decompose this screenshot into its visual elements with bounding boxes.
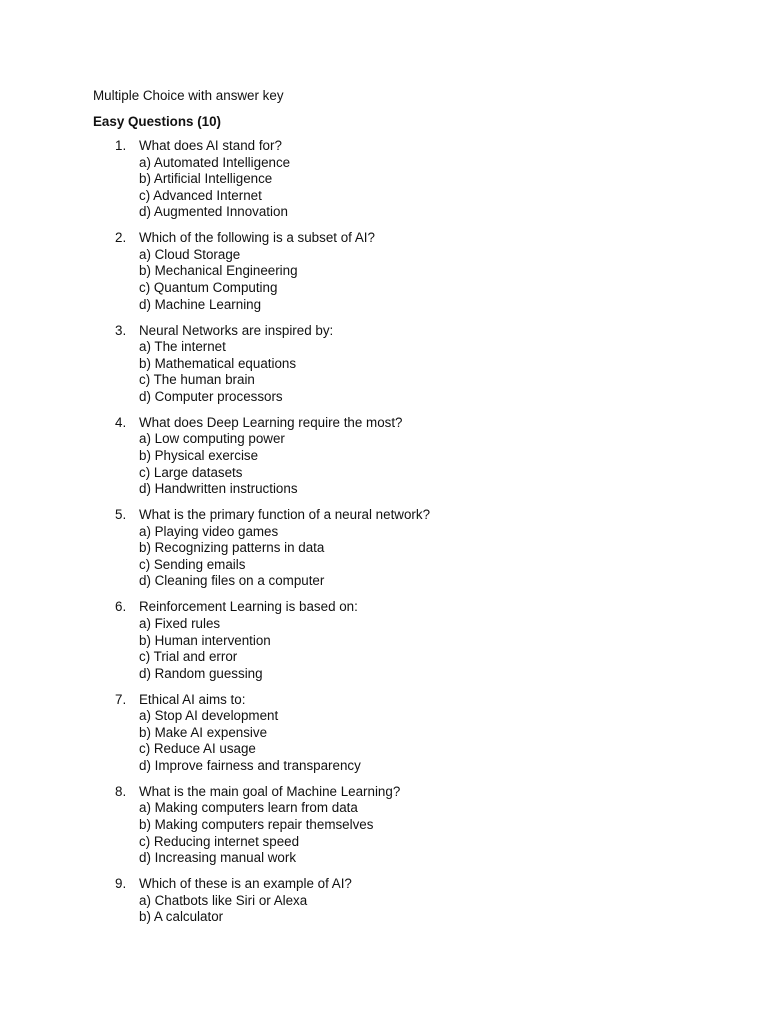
answer-option: d) Random guessing [139,665,263,681]
question-item [93,415,733,498]
answer-option: a) Making computers learn from data [139,800,358,816]
question-item [93,230,733,313]
question-text: What does AI stand for? [139,138,282,153]
answer-option: a) The internet [139,339,226,355]
question-item [93,507,733,590]
answer-option-list [139,708,733,774]
question-number: 6. [115,599,127,615]
answer-option-list [139,431,733,497]
question-number: 5. [115,507,127,523]
answer-option: b) A calculator [139,909,224,925]
answer-option-list [139,800,733,866]
document-page [93,86,733,935]
answer-option-list [139,524,733,590]
answer-option: b) Mathematical equations [139,355,297,371]
question-number: 4. [115,414,127,430]
question-number: 8. [115,783,127,799]
answer-option: d) Machine Learning [139,296,262,312]
answer-option: b) Recognizing patterns in data [139,540,325,556]
answer-option: b) Making computers repair themselves [139,817,374,833]
question-number: 9. [115,876,127,892]
question-text: What is the primary function of a neural network? [139,507,431,523]
question-number: 7. [115,691,127,707]
question-item [93,784,733,867]
answer-option: a) Low computing power [139,431,285,447]
answer-option: d) Increasing manual work [139,850,297,866]
answer-option: a) Chatbots like Siri or Alexa [139,892,308,908]
answer-option: c) Reduce AI usage [139,741,256,757]
answer-option-list [139,616,733,682]
question-text: Ethical AI aims to: [139,691,246,707]
answer-option: d) Computer processors [139,388,283,404]
answer-option: b) Mechanical Engineering [139,263,298,279]
answer-option: b) Make AI expensive [139,724,268,740]
answer-option: c) Advanced Internet [139,187,262,203]
document-title: Multiple Choice with answer key [93,88,284,103]
answer-option-list [139,339,733,405]
answer-option: d) Cleaning files on a computer [139,573,325,589]
answer-option: c) Large datasets [139,464,243,480]
question-text: Neural Networks are inspired by: [139,322,334,338]
answer-option: b) Artificial Intelligence [139,171,273,187]
question-item [93,876,733,926]
answer-option: a) Fixed rules [139,615,221,631]
question-text: What does Deep Learning require the most? [139,414,403,430]
question-item [93,692,733,775]
answer-option: a) Stop AI development [139,708,279,724]
question-number: 2. [115,230,127,246]
question-item [93,599,733,682]
answer-option: a) Cloud Storage [139,246,241,262]
answer-option-list [139,893,733,926]
answer-option: d) Handwritten instructions [139,481,298,497]
question-number: 1. [115,138,127,153]
answer-option: d) Augmented Innovation [139,204,288,220]
answer-option: c) Trial and error [139,649,238,665]
answer-option-list [139,155,733,221]
question-text: Reinforcement Learning is based on: [139,599,358,615]
question-number: 3. [115,322,127,338]
answer-option: b) Physical exercise [139,447,259,463]
question-text: Which of the following is a subset of AI? [139,230,375,246]
question-text: What is the main goal of Machine Learning? [139,783,401,799]
answer-option: c) Quantum Computing [139,280,278,296]
answer-option: c) Reducing internet speed [139,833,300,849]
answer-option: c) Sending emails [139,556,246,572]
answer-option: a) Automated Intelligence [139,154,291,170]
question-text: Which of these is an example of AI? [139,876,352,892]
question-item [93,323,733,406]
question-item [93,138,733,221]
section-heading: Easy Questions (10) [93,114,222,129]
answer-option: b) Human intervention [139,632,271,648]
answer-option-list [139,247,733,313]
answer-option: a) Playing video games [139,523,279,539]
question-list [93,138,733,926]
answer-option: c) The human brain [139,372,255,388]
answer-option: d) Improve fairness and transparency [139,757,361,773]
